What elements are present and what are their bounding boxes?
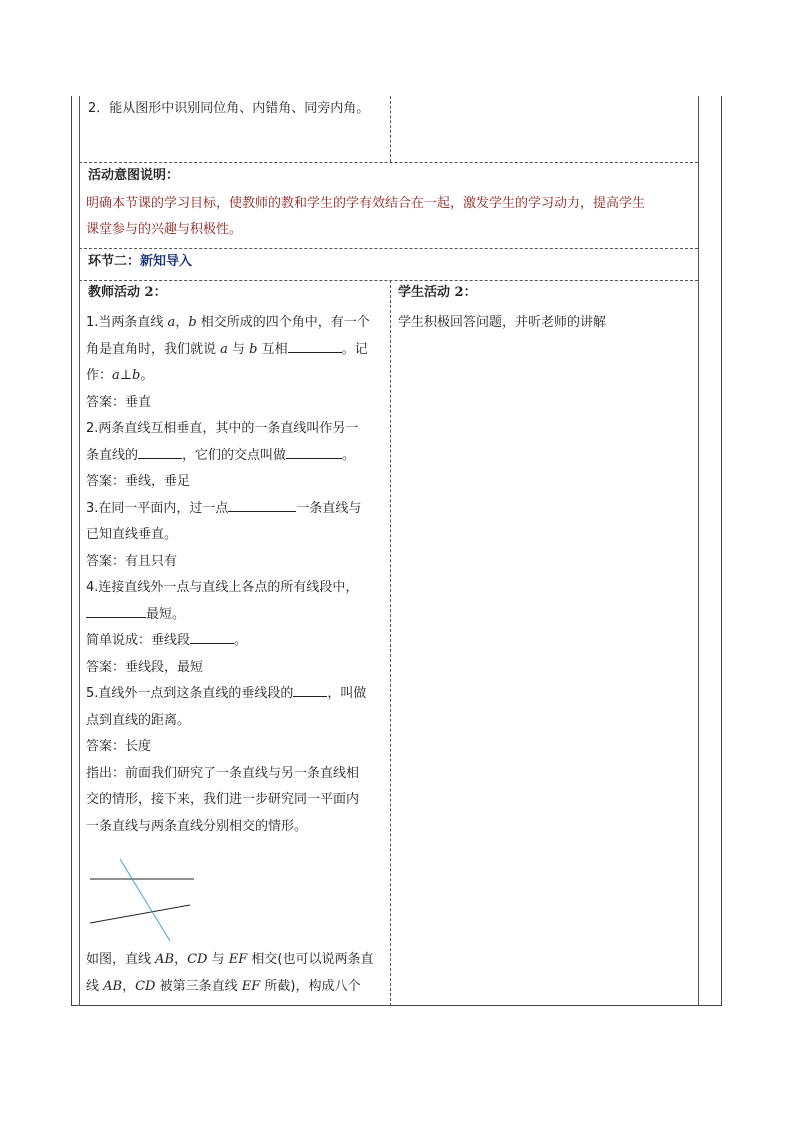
answer-blank: [86, 603, 146, 618]
question-1-line-2: 角是直角时，我们就说 a 与 b 互相 。记: [86, 337, 370, 364]
intent-line-1: 明确本节课的学习目标，使教师的教和学生的学有效结合在一起，激发学生的学习动力，提高学生: [86, 196, 646, 211]
section-title: 新知导入: [140, 254, 193, 269]
objective-text: 2．能从图形中识别同位角、内错角、同旁内角。: [88, 101, 370, 116]
student-heading: 学生活动 2：: [398, 285, 477, 300]
answer-2: 答案：垂线，垂足: [86, 474, 191, 489]
section-label: 环节二：: [88, 254, 141, 269]
teacher-content: [86, 310, 370, 840]
answer-1: 答案：垂直: [86, 394, 152, 410]
answer-blank: [190, 629, 234, 644]
answer-blank: [286, 444, 342, 459]
answer-blank: [228, 497, 296, 512]
question-1-line-1: 1.当两条直线 a，b 相交所成的四个角中，有一个: [86, 315, 370, 330]
transversal-figure: [86, 853, 198, 945]
intent-line-2: 课堂参与的兴趣与积极性。: [86, 222, 243, 237]
question-5-line-1: 5.直线外一点到这条直线的垂线段的 ，叫做: [86, 681, 370, 708]
line-ef: [120, 859, 170, 941]
answer-blank: [293, 682, 327, 697]
row-divider: [79, 280, 698, 281]
note-line-1: 指出：前面我们研究了一条直线与另一条直线相: [86, 765, 360, 781]
inner-left-border: [79, 96, 80, 1006]
figure-description: [86, 947, 373, 1000]
question-2-line-2: 条直线的 ，它们的交点叫做 。: [86, 443, 370, 470]
question-5-line-2: 点到直线的距离。: [86, 712, 191, 728]
answer-blank: [138, 444, 182, 459]
question-1-line-3: 作：a⊥b。: [86, 368, 154, 383]
answer-blank: [288, 338, 342, 353]
figure-line-1: 如图，直线 AB，CD 与 EF 相交(也可以说两条直: [86, 952, 374, 967]
line-cd: [90, 905, 190, 923]
figure-line-2: 线 AB，CD 被第三条直线 EF 所截)，构成八个: [86, 978, 361, 994]
intent-heading: 活动意图说明：: [88, 168, 180, 183]
question-2-line-1: 2.两条直线互相垂直，其中的一条直线叫作另一: [86, 421, 359, 436]
question-3-line-2: 已知直线垂直。: [86, 527, 178, 542]
answer-4: 答案：垂线段，最短: [86, 659, 204, 675]
note-line-2: 交的情形，接下来，我们进一步研究同一平面内: [86, 792, 360, 807]
section-header: [88, 249, 192, 275]
teacher-heading: 教师活动 2：: [88, 285, 167, 300]
question-3-line-1: 3.在同一平面内，过一点 一条直线与: [86, 496, 370, 523]
column-divider-top: [390, 96, 391, 162]
question-4-line-2: 最短。: [86, 602, 370, 629]
question-4-short: 简单说成：垂线段 。: [86, 628, 370, 655]
column-divider-main: [390, 280, 391, 1006]
answer-5: 答案：长度: [86, 739, 152, 754]
note-line-3: 一条直线与两条直线分别相交的情形。: [86, 818, 308, 834]
student-text: 学生积极回答问题，并听老师的讲解: [398, 315, 607, 330]
inner-right-border: [698, 96, 699, 1006]
answer-3: 答案：有且只有: [86, 553, 178, 569]
question-4-line-1: 4.连接直线外一点与直线上各点的所有线段中，: [86, 580, 359, 595]
